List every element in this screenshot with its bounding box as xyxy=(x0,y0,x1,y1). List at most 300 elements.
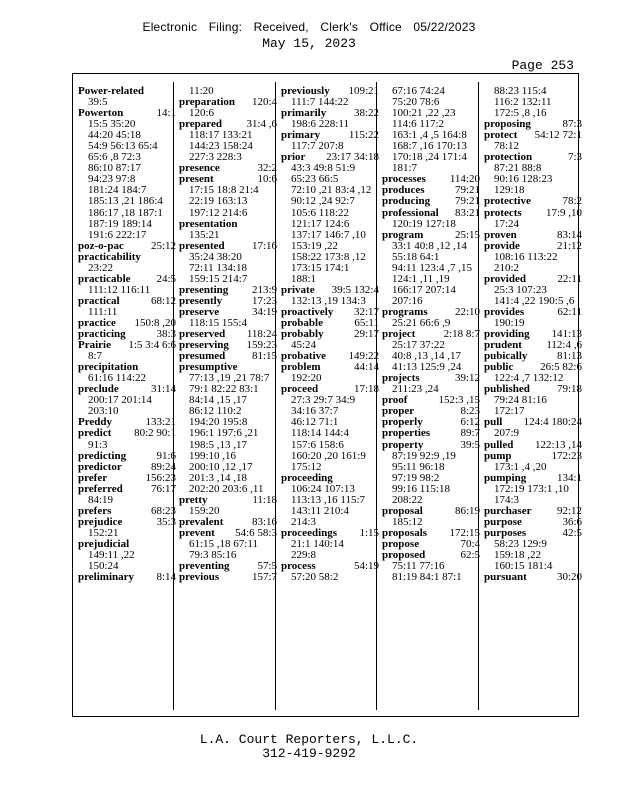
index-entry xyxy=(179,572,277,583)
index-refs: 141:13 xyxy=(551,328,582,341)
index-refs: 62:5 xyxy=(460,548,480,561)
index-refs-continued: 46:12 71:1 xyxy=(291,416,339,429)
index-term: properly xyxy=(382,416,423,429)
index-refs-continued: 132:13 ,19 134:3 xyxy=(291,294,366,307)
index-term: projects xyxy=(382,372,420,385)
index-term: protective xyxy=(484,195,531,208)
index-entry xyxy=(281,384,379,472)
index-refs: 25:12 xyxy=(150,239,176,252)
index-refs-continued: 152:21 xyxy=(88,526,119,539)
index-entry xyxy=(281,362,379,384)
index-term: Preddy xyxy=(78,416,113,429)
index-term: practicable xyxy=(78,272,131,285)
index-refs: 83:16 xyxy=(251,515,277,528)
index-refs: 80:2 90:1 xyxy=(134,427,176,440)
index-refs-continued: 44:20 45:18 xyxy=(88,129,141,142)
index-entry xyxy=(484,440,582,451)
index-refs-continued: 120:6 xyxy=(189,107,215,120)
index-entry xyxy=(78,572,176,583)
index-entry-headline xyxy=(484,196,582,207)
index-refs-continued: 168:7 ,16 170:13 xyxy=(392,140,467,153)
index-refs: 92:12 xyxy=(556,504,582,517)
index-entry xyxy=(179,219,277,241)
index-term: proposing xyxy=(484,118,531,131)
index-term: protection xyxy=(484,151,533,164)
index-term: precipitation xyxy=(78,361,139,374)
index-term: programs xyxy=(382,305,428,318)
index-refs-continued: 86:10 87:17 xyxy=(88,162,141,175)
index-entry-headline xyxy=(179,219,277,230)
index-refs-continued: 185:12 xyxy=(392,515,423,528)
index-refs-continued: 11:20 xyxy=(189,85,214,97)
index-entry xyxy=(484,384,582,417)
index-refs-continued: 61:16 114:22 xyxy=(88,372,146,385)
index-refs: 81:15 xyxy=(251,350,277,363)
index-refs: 26:5 82:6 xyxy=(540,361,582,374)
index-refs-continued: 86:12 110:2 xyxy=(189,405,242,418)
index-refs: 54:12 72:1 xyxy=(534,129,582,142)
index-refs: 122:13 ,14 xyxy=(534,438,582,451)
index-refs-continued: 90:16 128:23 xyxy=(494,173,553,186)
index-refs: 17:23 xyxy=(251,294,277,307)
index-refs-continued: 170:18 ,24 171:4 xyxy=(392,151,467,164)
index-term: probative xyxy=(281,350,327,363)
index-term: prior xyxy=(281,151,306,164)
index-refs-continued: 25:17 37:22 xyxy=(392,339,445,352)
index-entry xyxy=(281,473,379,528)
index-entry xyxy=(484,473,582,506)
index-refs-continued: 210:2 xyxy=(494,261,520,274)
index-refs: 79:21 xyxy=(454,195,480,208)
index-refs-continued: 88:23 115:4 xyxy=(494,85,547,97)
index-term: primarily xyxy=(281,107,327,120)
index-refs-continued: 55:18 64:1 xyxy=(392,250,440,263)
index-refs: 62:11 xyxy=(557,305,582,318)
index-refs: 68:23 xyxy=(150,504,176,517)
index-entry xyxy=(78,86,176,108)
reporter-company: L.A. Court Reporters, L.L.C. xyxy=(199,732,419,747)
index-entry xyxy=(78,451,176,462)
index-term: presenting xyxy=(179,283,229,296)
index-refs: 152:3 ,15 xyxy=(438,394,480,407)
index-term: proposed xyxy=(382,548,426,561)
index-refs: 7:3 xyxy=(567,151,582,164)
index-refs-continued: 181:7 xyxy=(392,162,418,175)
index-refs-continued: 25:21 66:6 ,9 xyxy=(392,316,451,329)
index-refs-continued: 17:15 18:8 21:4 xyxy=(189,184,259,197)
index-refs-continued: 116:2 132:11 xyxy=(494,96,552,109)
index-refs-continued: 124:1 ,11 ,19 xyxy=(392,272,450,285)
index-refs-continued: 45:24 xyxy=(291,339,317,352)
index-term: practical xyxy=(78,294,120,307)
index-term: prejudicial xyxy=(78,537,130,550)
index-entry xyxy=(484,528,582,572)
index-refs-continued: 185:13 ,21 186:4 xyxy=(88,195,163,208)
index-refs-continued: 201:3 ,14 ,18 xyxy=(189,471,248,484)
index-refs: 79:21 xyxy=(454,184,480,197)
index-refs: 17:16 xyxy=(251,239,277,252)
index-refs: 157:7 xyxy=(251,571,277,584)
index-refs-continued: 94:11 123:4 ,7 ,15 xyxy=(392,261,472,274)
index-entry xyxy=(382,307,480,329)
index-entry xyxy=(179,495,277,517)
index-refs: 25:15 xyxy=(454,228,480,241)
index-refs-continued: 84:19 xyxy=(88,493,114,506)
index-entry xyxy=(382,506,480,528)
index-term: producing xyxy=(382,195,431,208)
index-refs: 91:6 xyxy=(156,449,176,462)
index-refs-continued: 198:6 228:11 xyxy=(291,118,349,131)
index-entry xyxy=(179,174,277,218)
index-refs-continued: 43:3 49:8 51:9 xyxy=(291,162,356,175)
index-refs: 124:4 180:24 xyxy=(523,416,582,429)
index-refs-continued: 25:3 107:23 xyxy=(494,283,547,296)
index-refs-continued: 111:12 116:11 xyxy=(88,283,151,296)
index-term: proposal xyxy=(382,504,423,517)
index-term: presence xyxy=(179,162,220,175)
index-refs-continued: 111:11 xyxy=(88,305,118,318)
index-refs-continued: 75:11 77:16 xyxy=(392,560,445,573)
index-refs-continued: 211:23 ,24 xyxy=(392,383,439,396)
index-refs-continued: 21:1 140:14 xyxy=(291,537,344,550)
index-refs-continued: 129:18 xyxy=(494,184,525,197)
index-refs-continued: 75:20 78:6 xyxy=(392,96,440,109)
index-refs: 36:6 xyxy=(562,515,582,528)
index-term: Prairie xyxy=(78,339,111,352)
index-refs: 86:19 xyxy=(454,504,480,517)
index-term: properties xyxy=(382,427,431,440)
index-refs: 32:17 xyxy=(353,305,379,318)
index-refs: 70:4 xyxy=(460,537,480,550)
index-refs: 29:17 xyxy=(353,328,379,341)
index-entry xyxy=(484,86,582,119)
index-refs: 10:6 xyxy=(257,173,277,186)
index-entry xyxy=(484,451,582,473)
index-term: Power-related xyxy=(78,85,144,97)
index-entry-headline xyxy=(382,196,480,207)
index-refs: 34:19 xyxy=(251,305,277,318)
index-refs: 8:14 xyxy=(156,571,176,584)
index-entry xyxy=(281,108,379,130)
index-refs: 118:24 xyxy=(246,328,277,341)
index-column-1 xyxy=(78,86,176,583)
index-entry xyxy=(484,196,582,207)
index-term: preserve xyxy=(179,305,220,318)
index-entry-headline xyxy=(484,208,582,219)
index-refs: 38:3 xyxy=(156,328,176,341)
index-term: predict xyxy=(78,427,112,440)
index-term: program xyxy=(382,228,424,241)
index-term: proper xyxy=(382,405,415,418)
index-entry-headline xyxy=(484,572,582,583)
index-refs: 23:17 34:18 xyxy=(326,151,379,164)
index-entry xyxy=(382,196,480,207)
index-refs: 115:22 xyxy=(348,129,379,142)
index-refs-continued: 57:20 58:2 xyxy=(291,571,339,584)
index-refs-continued: 172:17 xyxy=(494,405,525,418)
index-refs: 134:1 xyxy=(556,471,582,484)
index-refs-continued: 118:17 133:21 xyxy=(189,129,253,142)
index-refs-continued: 202:20 203:6 ,11 xyxy=(189,482,264,495)
index-refs-continued: 90:12 ,24 92:7 xyxy=(291,195,355,208)
index-refs-continued: 39:5 xyxy=(88,96,108,109)
index-refs-continued: 208:22 xyxy=(392,493,423,506)
index-refs: 1:15 xyxy=(359,526,379,539)
index-refs-continued: 173:1 ,4 ,20 xyxy=(494,460,547,473)
index-refs-continued: 117:7 207:8 xyxy=(291,140,344,153)
index-refs-continued: 194:20 195:8 xyxy=(189,416,248,429)
index-refs-continued: 186:17 ,18 187:1 xyxy=(88,206,163,219)
index-term: proof xyxy=(382,394,408,407)
index-entry-headline xyxy=(78,451,176,462)
index-refs: 39:5 xyxy=(460,438,480,451)
index-entry-headline xyxy=(78,572,176,583)
index-refs-continued: 79:3 85:16 xyxy=(189,548,237,561)
index-term: proceeding xyxy=(281,471,333,484)
index-term: prejudice xyxy=(78,515,123,528)
index-refs: 17:18 xyxy=(353,383,379,396)
index-entry-headline xyxy=(484,440,582,451)
index-refs-continued: 17:24 xyxy=(494,217,520,230)
index-refs-continued: 181:24 184:7 xyxy=(88,184,147,197)
index-entry xyxy=(484,572,582,583)
index-refs-continued: 196:1 197:6 ,21 xyxy=(189,427,259,440)
index-term: prevent xyxy=(179,526,215,539)
index-refs: 31:14 xyxy=(150,383,176,396)
index-refs: 54:6 58:3 xyxy=(235,526,277,539)
index-entry xyxy=(78,517,176,539)
index-entry xyxy=(179,241,277,285)
index-refs-continued: 97:19 98:2 xyxy=(392,471,440,484)
index-refs-continued: 22:19 163:13 xyxy=(189,195,248,208)
index-term: presently xyxy=(179,294,223,307)
index-term: preliminary xyxy=(78,571,135,584)
index-term: professional xyxy=(382,206,439,219)
index-entry xyxy=(484,208,582,230)
index-refs: 1:5 3:4 6:6 xyxy=(128,339,176,352)
index-entry-headline xyxy=(382,230,480,241)
index-refs-continued: 78:12 xyxy=(494,140,520,153)
index-refs: 32:2 xyxy=(257,162,277,175)
index-term: processes xyxy=(382,173,426,186)
index-refs-continued: 35:24 38:20 xyxy=(189,250,242,263)
index-term: proceedings xyxy=(281,526,338,539)
index-refs-continued: 54:9 56:13 65:4 xyxy=(88,140,158,153)
index-refs-continued: 40:8 ,13 ,14 ,17 xyxy=(392,350,462,363)
index-term: providing xyxy=(484,328,530,341)
index-column-2 xyxy=(179,86,277,583)
index-term: property xyxy=(382,438,424,451)
index-refs-continued: 79:24 81:16 xyxy=(494,394,547,407)
index-term: presumptive xyxy=(179,361,238,374)
index-refs-continued: 207:9 xyxy=(494,427,520,440)
index-refs-continued: 166:17 207:14 xyxy=(392,283,456,296)
index-entry xyxy=(179,97,277,119)
index-refs-continued: 135:21 xyxy=(189,228,220,241)
index-refs: 39:5 132:4 xyxy=(331,283,379,296)
index-term: predictor xyxy=(78,460,122,473)
index-refs-continued: 72:11 134:18 xyxy=(189,261,247,274)
index-term: practice xyxy=(78,316,116,329)
index-refs: 6:12 xyxy=(460,416,480,429)
index-refs-continued: 81:19 84:1 87:1 xyxy=(392,571,462,584)
index-refs: 78:2 xyxy=(562,195,582,208)
index-refs-continued: 200:17 201:14 xyxy=(88,394,152,407)
index-refs-continued: 99:16 115:18 xyxy=(392,482,450,495)
index-term: project xyxy=(382,328,416,341)
index-term: preparation xyxy=(179,96,236,109)
index-term: prefer xyxy=(78,471,108,484)
index-entry xyxy=(78,539,176,572)
index-refs: 2:18 8:7 xyxy=(443,328,480,341)
index-term: preclude xyxy=(78,383,119,396)
index-term: probably xyxy=(281,328,324,341)
index-term: purpose xyxy=(484,515,522,528)
index-refs-continued: 94:23 97:8 xyxy=(88,173,136,186)
index-entry xyxy=(78,108,176,241)
index-term: preferred xyxy=(78,482,123,495)
index-refs-continued: 33:1 40:8 ,12 ,14 xyxy=(392,239,467,252)
index-entry xyxy=(179,528,277,561)
index-term: preserving xyxy=(179,339,229,352)
index-refs: 150:8 ,20 xyxy=(134,316,176,329)
index-term: pull xyxy=(484,416,503,429)
index-refs-continued: 187:19 189:14 xyxy=(88,217,152,230)
index-refs: 38:22 xyxy=(353,107,379,120)
index-entry xyxy=(382,428,480,439)
index-entry-headline xyxy=(484,230,582,241)
index-refs-continued: 41:13 125:9 ,24 xyxy=(392,361,462,374)
index-refs: 156:23 xyxy=(145,471,176,484)
index-refs-continued: 159:20 xyxy=(189,504,220,517)
index-refs: 39:12 xyxy=(454,372,480,385)
index-refs-continued: 77:13 ,19 ,21 78:7 xyxy=(189,372,270,385)
index-entry-headline xyxy=(78,462,176,473)
index-refs-continued: 150:24 xyxy=(88,560,119,573)
index-term: propose xyxy=(382,537,420,550)
index-term: proactively xyxy=(281,305,334,318)
index-term: produces xyxy=(382,184,425,197)
index-refs-continued: 87:21 88:8 xyxy=(494,162,542,175)
index-refs-continued: 15:5 35:20 xyxy=(88,118,136,131)
index-term: proposals xyxy=(382,526,428,539)
index-refs-continued: 200:10 ,12 ,17 xyxy=(189,460,253,473)
index-entry xyxy=(484,152,582,196)
index-refs-continued: 149:11 ,22 xyxy=(88,548,135,561)
index-entry xyxy=(78,384,176,417)
index-entry xyxy=(179,119,277,163)
index-refs-continued: 34:16 37:7 xyxy=(291,405,339,418)
index-entry-headline xyxy=(78,428,176,439)
index-refs-continued: 198:5 ,13 ,17 xyxy=(189,438,248,451)
index-refs: 31:4 ,6 xyxy=(246,118,277,131)
index-entry xyxy=(382,329,480,373)
index-refs-continued: 67:16 74:24 xyxy=(392,85,445,97)
index-entry-headline xyxy=(179,572,277,583)
index-refs-continued: 111:7 144:22 xyxy=(291,96,349,109)
index-refs-continued: 227:3 228:3 xyxy=(189,151,242,164)
index-term: practicing xyxy=(78,328,126,341)
index-term: preserved xyxy=(179,328,226,341)
index-refs-continued: 197:12 214:6 xyxy=(189,206,248,219)
index-refs-continued: 120:19 127:18 xyxy=(392,217,456,230)
index-term: prefers xyxy=(78,504,112,517)
index-term: pumping xyxy=(484,471,527,484)
index-term: pursuant xyxy=(484,571,527,584)
index-refs-continued: 159:15 214:7 xyxy=(189,272,248,285)
index-refs-continued: 229:8 xyxy=(291,548,317,561)
index-refs-continued: 106:24 107:13 xyxy=(291,482,355,495)
index-refs-continued: 122:4 ,7 132:12 xyxy=(494,372,564,385)
index-entry-headline xyxy=(382,428,480,439)
index-refs-continued: 72:10 ,21 83:4 ,12 xyxy=(291,184,372,197)
index-refs-continued: 188:1 xyxy=(291,272,317,285)
index-entry xyxy=(281,329,379,351)
index-term: primary xyxy=(281,129,321,142)
index-term: prudent xyxy=(484,339,522,352)
index-refs-continued: 175:12 xyxy=(291,460,322,473)
index-refs: 83:14 xyxy=(556,228,582,241)
index-term: pump xyxy=(484,449,512,462)
index-term: proven xyxy=(484,228,517,241)
index-term: proceed xyxy=(281,383,319,396)
index-refs: 30:20 xyxy=(556,571,582,584)
index-entry-headline xyxy=(484,451,582,462)
index-refs: 89:7 xyxy=(460,427,480,440)
index-entry xyxy=(382,373,480,395)
index-term: public xyxy=(484,361,514,374)
index-entry xyxy=(78,296,176,318)
index-term: pubically xyxy=(484,350,528,363)
index-entry xyxy=(382,230,480,307)
index-entry xyxy=(281,528,379,561)
index-term: purchaser xyxy=(484,504,532,517)
index-term: presentation xyxy=(179,217,238,230)
index-refs: 21:12 xyxy=(556,239,582,252)
index-refs: 24:5 xyxy=(156,272,176,285)
index-refs-continued: 65:23 66:5 xyxy=(291,173,339,186)
index-refs-continued: 100:21 ,22 ,23 xyxy=(392,107,456,120)
index-refs-continued: 141:4 ,22 190:5 ,6 xyxy=(494,294,575,307)
index-refs: 11:18 xyxy=(252,493,277,506)
index-term: private xyxy=(281,283,315,296)
index-refs: 65:11 xyxy=(354,316,379,329)
index-term: previous xyxy=(179,571,220,584)
index-entry xyxy=(484,241,582,274)
index-refs: 120:4 xyxy=(251,96,277,109)
index-refs-continued: 153:19 ,22 xyxy=(291,239,339,252)
index-refs: 89:24 xyxy=(150,460,176,473)
index-refs: 68:12 xyxy=(150,294,176,307)
index-entry xyxy=(78,362,176,384)
index-refs: 109:21 xyxy=(348,85,379,97)
index-term: previously xyxy=(281,85,330,97)
index-refs-continued: 143:11 210:4 xyxy=(291,504,349,517)
index-refs-continued: 23:22 xyxy=(88,261,114,274)
index-refs: 79:18 xyxy=(556,383,582,396)
index-entry xyxy=(78,428,176,450)
page-number: Page 253 xyxy=(511,58,574,73)
index-term: provides xyxy=(484,305,525,318)
index-refs: 35:3 xyxy=(156,515,176,528)
index-refs-continued: 159:18 ,22 xyxy=(494,548,542,561)
filing-stamp: Electronic Filing: Received, Clerk's Office 05/22/2023 xyxy=(142,20,476,34)
index-refs-continued: 191:6 222:17 xyxy=(88,228,147,241)
index-entry-headline xyxy=(382,208,480,219)
reporter-phone: 312-419-9292 xyxy=(262,746,356,761)
index-refs-continued: 160:15 181:4 xyxy=(494,560,553,573)
index-term: presented xyxy=(179,239,225,252)
